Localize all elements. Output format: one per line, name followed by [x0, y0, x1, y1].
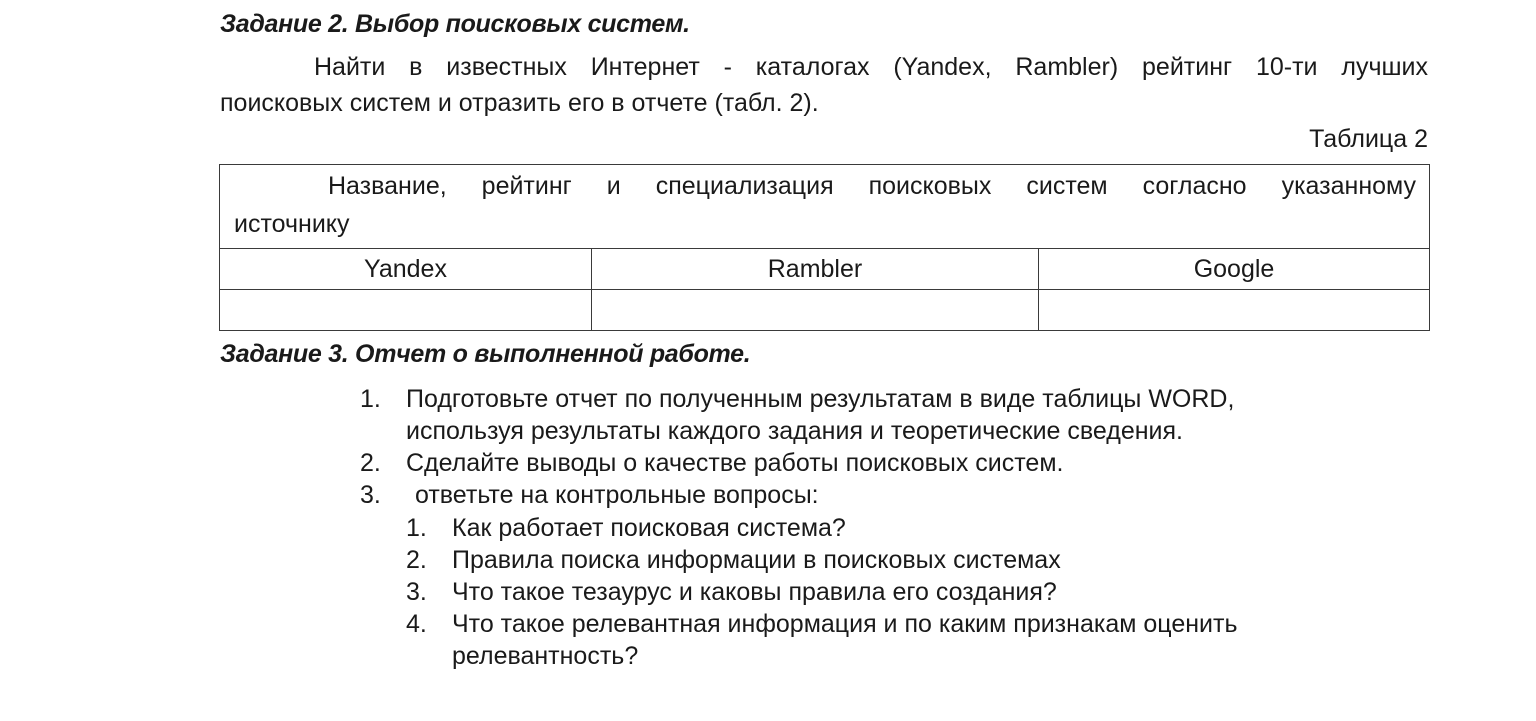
- question-number: 2.: [406, 546, 427, 574]
- table-header-cell: [220, 165, 1430, 249]
- list-item-line1: Подготовьте отчет по полученным результатам в виде таблицы WORD,: [406, 385, 1235, 413]
- search-engines-table: [219, 164, 1430, 331]
- table-header-line1: Название, рейтинг и специализация поисковых систем согласно указанному: [328, 172, 1417, 200]
- task3-list: [360, 383, 1390, 511]
- question-item: [406, 544, 1406, 576]
- list-item-line2: используя результаты каждого задания и теоретические сведения.: [406, 417, 1183, 445]
- table-header-row: [220, 165, 1430, 249]
- list-item-text: Сделайте выводы о качестве работы поисковых систем.: [406, 449, 1064, 477]
- question-text: Правила поиска информации в поисковых системах: [452, 546, 1061, 574]
- list-item: [360, 479, 1390, 511]
- list-item-text: ответьте на контрольные вопросы:: [415, 481, 819, 509]
- column-rambler: Rambler: [592, 249, 1039, 290]
- question-number: 3.: [406, 578, 427, 606]
- task2-heading: Задание 2. Выбор поисковых систем.: [220, 10, 690, 38]
- task2-paragraph-line2: поисковых систем и отразить его в отчете (табл. 2).: [220, 89, 819, 117]
- table-cell-rambler[interactable]: [592, 290, 1039, 331]
- task3-heading: Задание 3. Отчет о выполненной работе.: [220, 340, 751, 368]
- column-google: Google: [1039, 249, 1430, 290]
- question-line2: релевантность?: [452, 642, 639, 670]
- list-item-text: [360, 383, 1390, 447]
- list-item: [360, 447, 1390, 479]
- table-columns-row: [220, 249, 1430, 290]
- question-text: Что такое тезаурус и каковы правила его создания?: [452, 578, 1057, 606]
- task2-paragraph-line1: Найти в известных Интернет - каталогах (Yandex, Rambler) рейтинг 10-ти лучших: [314, 53, 1428, 81]
- question-text: [406, 608, 1406, 672]
- question-number: 1.: [406, 514, 427, 542]
- control-questions-list: [406, 512, 1406, 672]
- table-caption: Таблица 2: [1309, 125, 1428, 153]
- question-text: Как работает поисковая система?: [452, 514, 846, 542]
- table-row: [220, 290, 1430, 331]
- list-item-number: 1.: [360, 385, 381, 413]
- list-item-number: 3.: [360, 481, 381, 509]
- list-item: [360, 383, 1390, 447]
- table-header-line2: источнику: [234, 210, 350, 238]
- question-line1: Что такое релевантная информация и по каким признакам оценить: [452, 610, 1238, 638]
- table-cell-yandex[interactable]: [220, 290, 592, 331]
- task2-paragraph: [220, 49, 1428, 121]
- column-yandex: Yandex: [220, 249, 592, 290]
- list-item-number: 2.: [360, 449, 381, 477]
- question-item: [406, 512, 1406, 544]
- question-number: 4.: [406, 610, 427, 638]
- table-cell-google[interactable]: [1039, 290, 1430, 331]
- question-item: [406, 576, 1406, 608]
- question-item: [406, 608, 1406, 672]
